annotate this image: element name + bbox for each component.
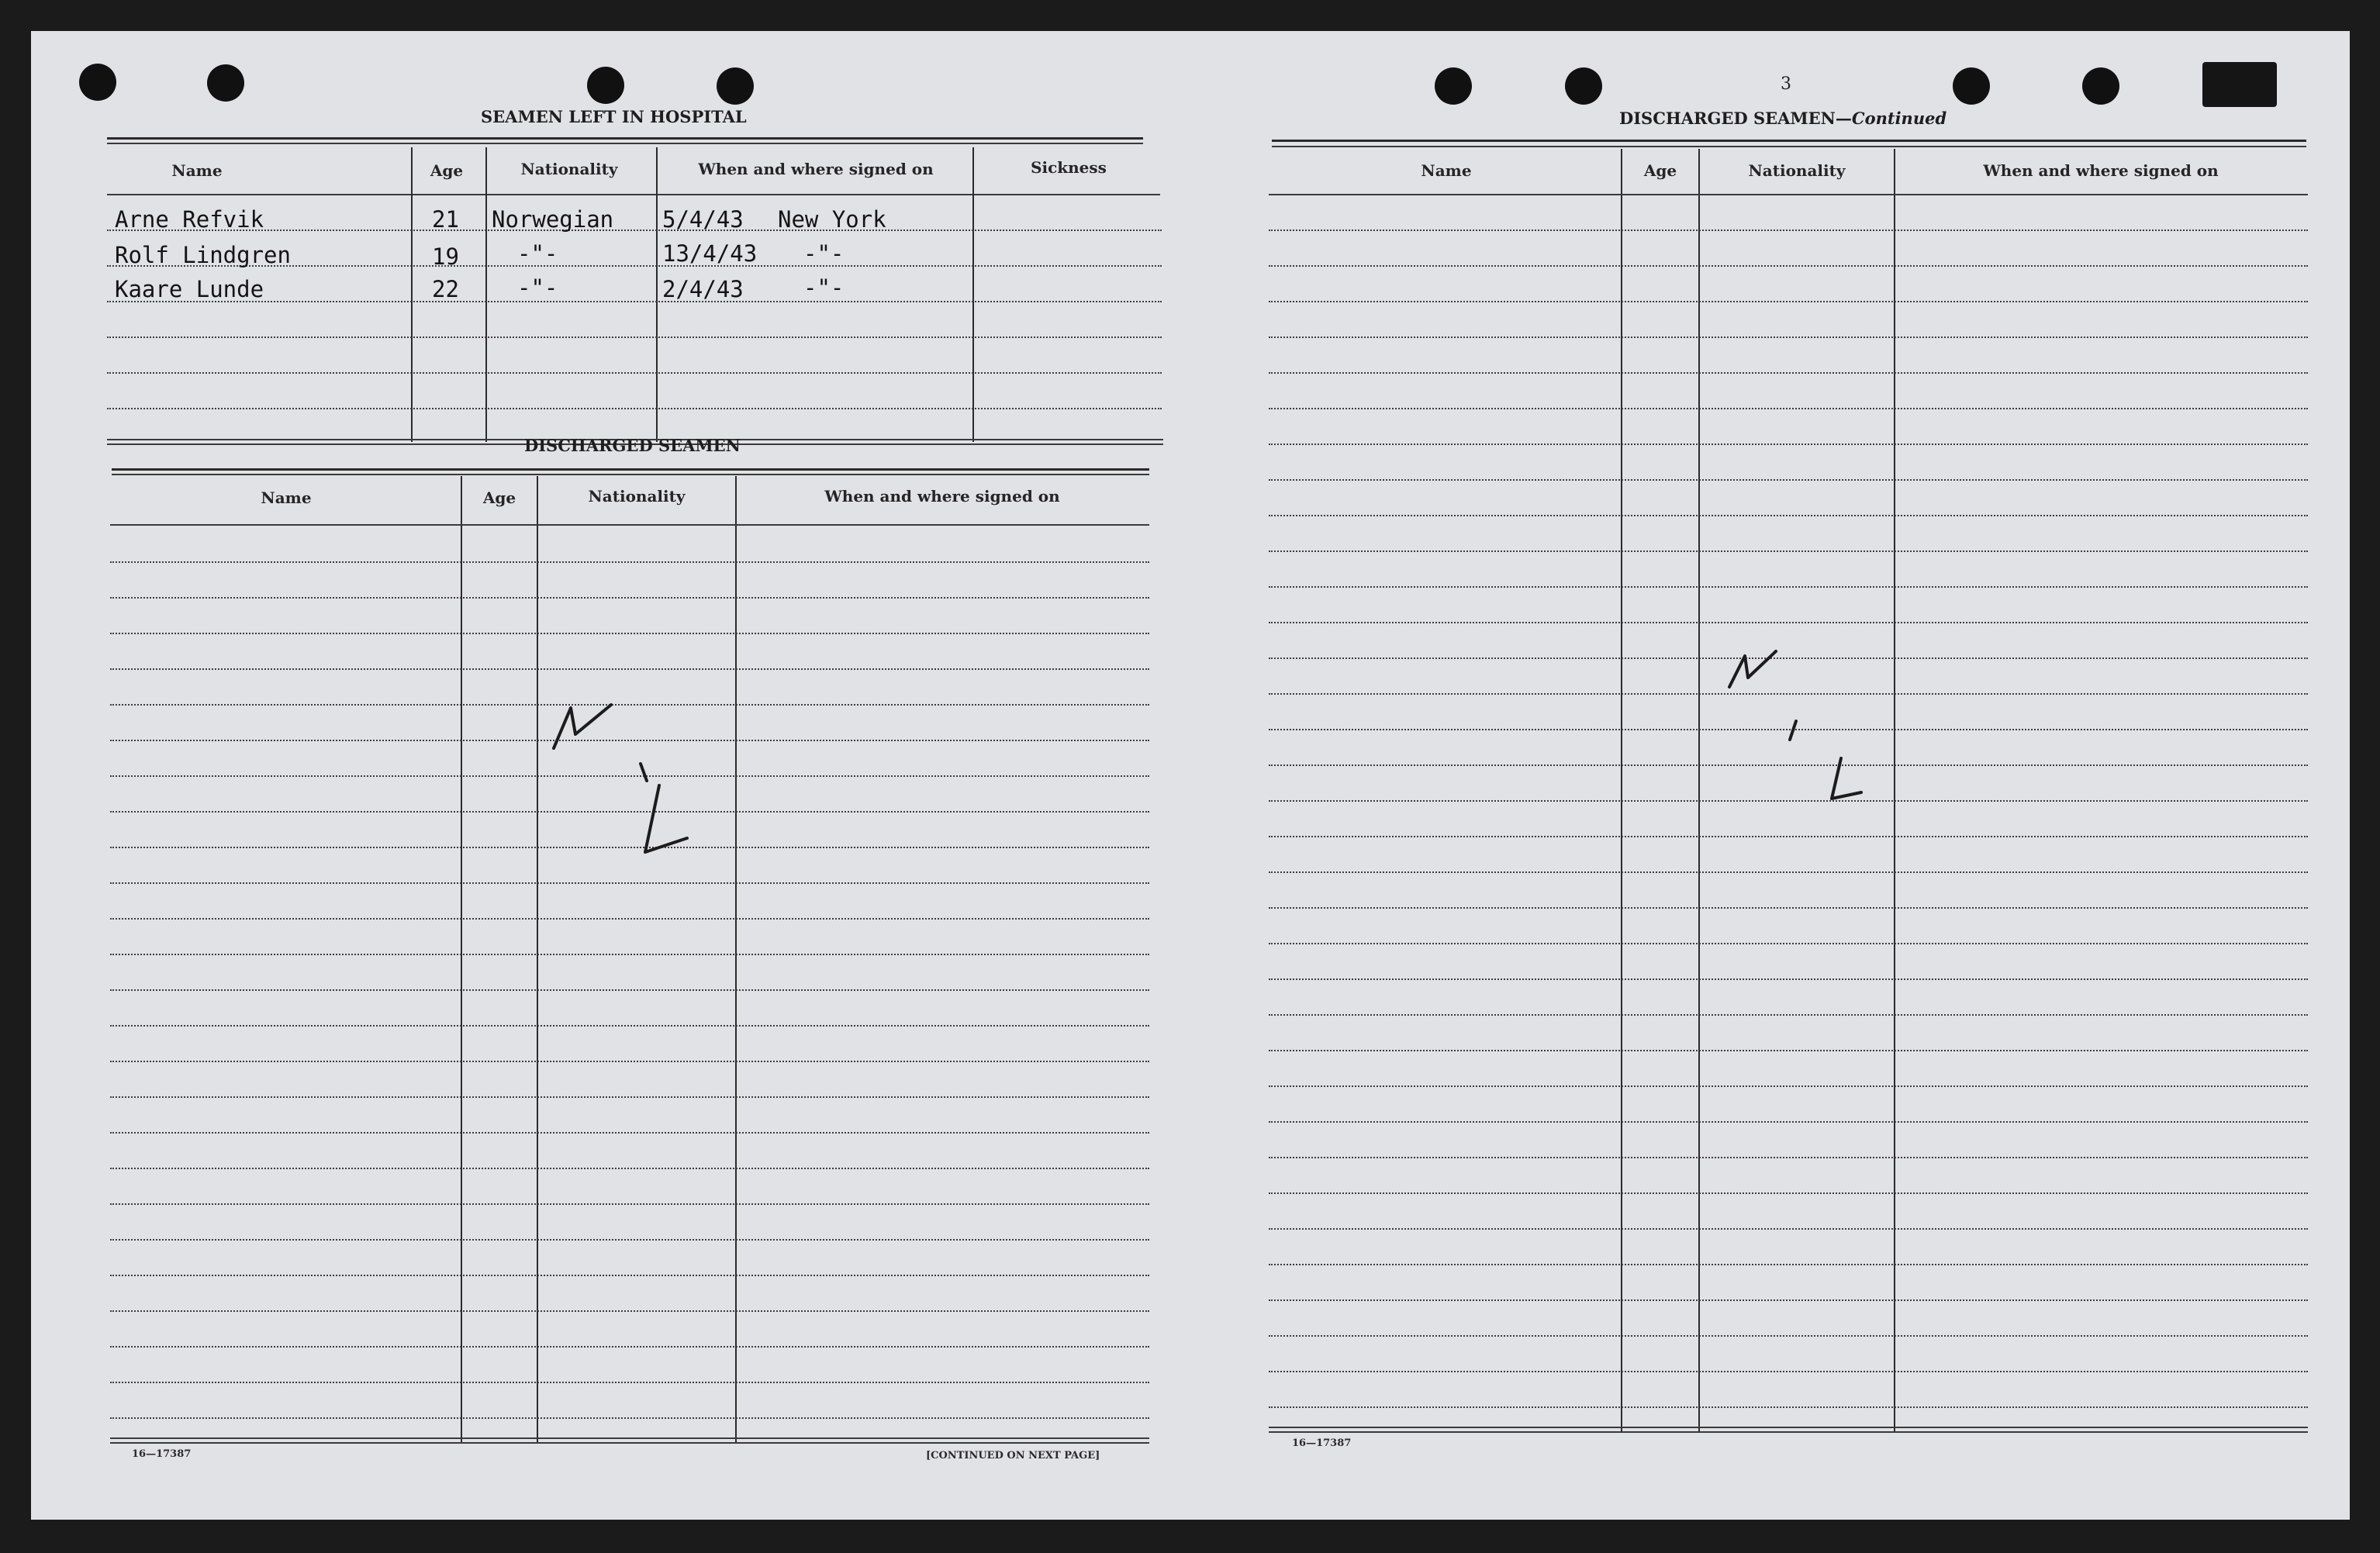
- form-number: 16—17387: [132, 1448, 192, 1460]
- table-rule: [110, 1437, 1149, 1439]
- signed-on-place: -"-: [803, 274, 845, 301]
- row-line: [110, 1275, 1149, 1276]
- row-line: [110, 1132, 1149, 1134]
- table-rule: [1269, 1427, 2308, 1428]
- seaman-nationality: -"-: [517, 274, 558, 301]
- row-line: [1269, 1192, 2308, 1194]
- signed-on-date: 13/4/43: [662, 240, 758, 267]
- row-line: [107, 301, 1162, 302]
- column-header-sickness: Sickness: [1031, 158, 1107, 177]
- row-line: [110, 1417, 1149, 1419]
- column-divider: [485, 147, 487, 442]
- row-line: [1269, 871, 2308, 873]
- signed-on-place: -"-: [803, 240, 845, 267]
- column-divider: [411, 147, 413, 442]
- table-rule: [107, 194, 1160, 195]
- row-line: [110, 597, 1149, 599]
- row-line: [1269, 515, 2308, 516]
- row-line: [110, 989, 1149, 991]
- row-line: [1269, 1228, 2308, 1230]
- row-line: [110, 954, 1149, 955]
- row-line: [1269, 1406, 2308, 1408]
- table-rule: [1272, 146, 2306, 147]
- column-header-nationality: Nationality: [1748, 161, 1846, 180]
- seaman-age: 22: [432, 276, 459, 302]
- column-divider: [537, 476, 538, 1442]
- punch-hole: [1435, 67, 1472, 105]
- row-line: [107, 336, 1162, 338]
- row-line: [1269, 336, 2308, 338]
- seaman-nationality: -"-: [517, 240, 558, 267]
- row-line: [110, 1203, 1149, 1205]
- seaman-name: Rolf Lindgren: [115, 242, 291, 268]
- punch-hole: [2082, 67, 2119, 105]
- column-header-age: Age: [482, 488, 516, 507]
- column-header-nationality: Nationality: [588, 487, 686, 506]
- row-line: [110, 668, 1149, 670]
- column-header-signed-on: When and where signed on: [824, 487, 1060, 506]
- row-line: [1269, 836, 2308, 837]
- row-line: [1269, 1299, 2308, 1301]
- table-rule: [1269, 194, 2308, 195]
- row-line: [1269, 479, 2308, 481]
- table-rule: [1272, 140, 2306, 142]
- row-line: [1269, 907, 2308, 909]
- row-line: [110, 1168, 1149, 1169]
- punch-hole: [207, 64, 244, 102]
- table-rule: [110, 1442, 1149, 1444]
- punch-hole: [79, 64, 116, 101]
- signed-on-place: New York: [778, 206, 886, 233]
- row-line: [110, 1061, 1149, 1062]
- row-line: [1269, 1157, 2308, 1158]
- handwritten-nil-mark: [1722, 644, 1923, 814]
- row-line: [107, 229, 1162, 231]
- signed-on-date: 5/4/43: [662, 206, 744, 233]
- row-line: [1269, 1371, 2308, 1372]
- column-divider: [656, 147, 658, 442]
- row-line: [110, 1096, 1149, 1098]
- row-line: [1269, 978, 2308, 980]
- column-header-nationality: Nationality: [520, 160, 618, 178]
- column-divider: [1621, 149, 1622, 1433]
- binder-tab: [2202, 62, 2277, 107]
- punch-hole: [1565, 67, 1602, 105]
- row-line: [1269, 1014, 2308, 1016]
- handwritten-nil-mark: [543, 686, 744, 865]
- row-line: [1269, 443, 2308, 445]
- row-line: [110, 1346, 1149, 1348]
- column-header-age: Age: [1643, 161, 1677, 180]
- column-divider: [972, 147, 974, 442]
- continued-note: [CONTINUED ON NEXT PAGE]: [926, 1450, 1100, 1462]
- column-header-name: Name: [261, 488, 312, 507]
- column-header-age: Age: [430, 161, 464, 180]
- seaman-age: 21: [432, 206, 459, 233]
- row-line: [107, 372, 1162, 374]
- row-line: [1269, 408, 2308, 409]
- column-header-name: Name: [171, 161, 223, 180]
- row-line: [110, 1382, 1149, 1383]
- section-title-text: DISCHARGED SEAMEN—: [1619, 109, 1852, 128]
- row-line: [110, 1239, 1149, 1241]
- row-line: [1269, 372, 2308, 374]
- row-line: [1269, 301, 2308, 302]
- row-line: [1269, 265, 2308, 267]
- row-line: [1269, 1085, 2308, 1087]
- seaman-name: Kaare Lunde: [115, 276, 264, 302]
- punch-hole: [717, 67, 754, 105]
- column-divider: [461, 476, 462, 1442]
- row-line: [110, 633, 1149, 634]
- row-line: [1269, 1121, 2308, 1123]
- punch-hole: [1953, 67, 1990, 105]
- row-line: [1269, 550, 2308, 552]
- column-header-name: Name: [1421, 161, 1472, 180]
- signed-on-date: 2/4/43: [662, 276, 744, 302]
- row-line: [1269, 943, 2308, 944]
- row-line: [1269, 229, 2308, 231]
- row-line: [1269, 622, 2308, 623]
- table-rule: [107, 143, 1143, 144]
- seaman-age: 19: [432, 243, 459, 270]
- continued-section-title: [1619, 109, 1946, 128]
- row-line: [1269, 1050, 2308, 1051]
- form-number: 16—17387: [1292, 1437, 1352, 1449]
- row-line: [110, 918, 1149, 920]
- table-rule: [110, 524, 1149, 526]
- seaman-name: Arne Refvik: [115, 206, 264, 233]
- row-line: [1269, 1335, 2308, 1337]
- row-line: [110, 1025, 1149, 1027]
- column-header-signed-on: When and where signed on: [698, 160, 934, 178]
- table-rule: [1269, 1431, 2308, 1433]
- row-line: [107, 408, 1162, 409]
- row-line: [110, 1310, 1149, 1312]
- table-rule: [112, 474, 1149, 475]
- page-number: 3: [1781, 74, 1791, 94]
- punch-hole: [587, 67, 624, 104]
- column-divider: [735, 476, 737, 1442]
- column-divider: [1698, 149, 1700, 1433]
- hospital-section-title: SEAMEN LEFT IN HOSPITAL: [481, 107, 747, 126]
- seaman-nationality: Norwegian: [492, 206, 614, 233]
- column-header-signed-on: When and where signed on: [1983, 161, 2219, 180]
- discharged-section-title: DISCHARGED SEAMEN: [524, 436, 741, 455]
- document-page: [31, 31, 2350, 1520]
- table-rule: [107, 137, 1143, 140]
- row-line: [1269, 586, 2308, 588]
- row-line: [110, 882, 1149, 884]
- table-rule: [112, 468, 1149, 471]
- row-line: [1269, 1264, 2308, 1265]
- row-line: [110, 561, 1149, 563]
- section-title-suffix: Continued: [1851, 109, 1947, 128]
